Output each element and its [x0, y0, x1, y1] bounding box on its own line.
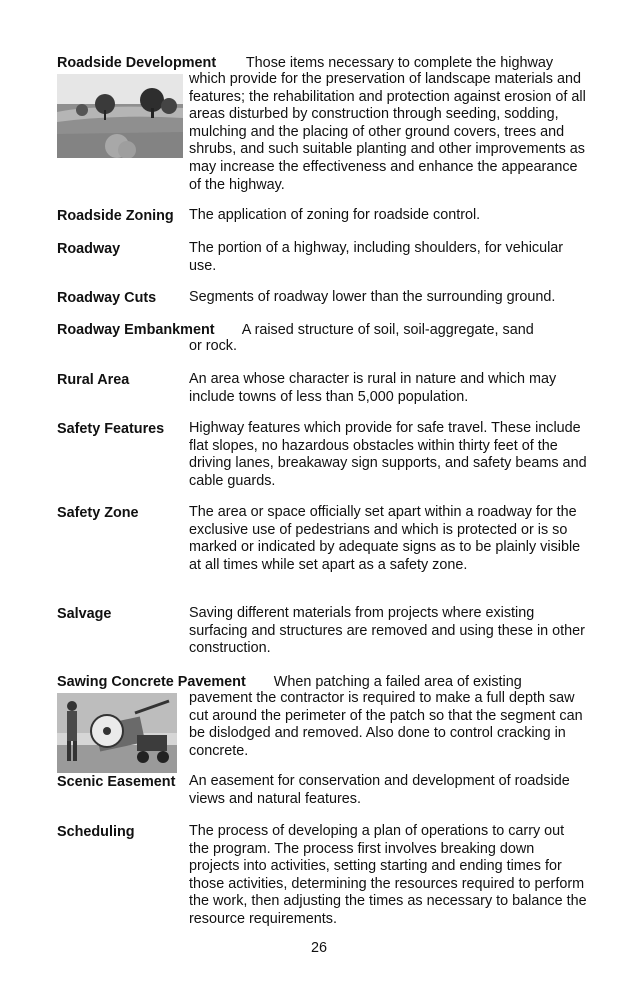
definition: The application of zoning for roadside control. — [189, 207, 481, 223]
term: Scenic Easement — [57, 774, 176, 790]
entry-roadside-development — [57, 54, 587, 193]
entry-roadway-embankment — [57, 321, 587, 354]
definition: pavement the contractor is required to make a full depth saw cut around the perimeter of the patch so that the segment can be dislodged and removed. Also done to control cracking in concrete. — [189, 690, 583, 759]
definition-first-line: When patching a failed area of existing — [273, 674, 522, 690]
definition: Saving different materials from projects where existing surfacing and structures are removed and using these in other construction. — [189, 605, 585, 657]
entry-rural-area — [57, 371, 587, 405]
entry-sawing-concrete-pavement — [57, 673, 587, 759]
entry-roadway-cuts — [57, 289, 587, 307]
page-number: 26 — [310, 940, 327, 956]
definition: Segments of roadway lower than the surrounding ground. — [189, 289, 556, 305]
term: Roadside Development — [57, 55, 217, 71]
definition-first-line: Those items necessary to complete the highway — [245, 55, 554, 71]
definition: or rock. — [189, 338, 237, 354]
entry-roadway — [57, 240, 587, 274]
term: Roadway Embankment — [57, 322, 215, 338]
definition-first-line: A raised structure of soil, soil-aggregate, sand — [241, 322, 534, 338]
term: Roadside Zoning — [57, 208, 174, 224]
term: Salvage — [57, 606, 112, 622]
entry-scenic-easement — [57, 773, 587, 807]
term: Roadway Cuts — [57, 290, 157, 306]
definition: An easement for conservation and development of roadside views and natural features. — [189, 773, 570, 807]
entry-scheduling — [57, 823, 587, 927]
term: Safety Features — [57, 421, 165, 437]
entry-roadside-zoning — [57, 207, 587, 225]
entry-salvage — [57, 605, 587, 657]
term: Roadway — [57, 241, 121, 257]
term: Safety Zone — [57, 505, 139, 521]
term: Rural Area — [57, 372, 130, 388]
entry-safety-zone — [57, 504, 587, 573]
definition: The portion of a highway, including shoulders, for vehicular use. — [189, 240, 564, 274]
definition: An area whose character is rural in nature and which may include towns of less than 5,000 population. — [189, 371, 557, 405]
term: Sawing Concrete Pavement — [57, 674, 246, 690]
term: Scheduling — [57, 824, 135, 840]
entry-safety-features — [57, 420, 587, 489]
definition: The process of developing a plan of operations to carry out the program. The process first involves breaking down projects into activities, setting starting and ending times for those activities, determining the resources required to perform the work, then adjusting the times as necessary to balance the resource requirements. — [189, 823, 587, 927]
landscape-photo — [57, 74, 183, 158]
definition: which provide for the preservation of landscape materials and features; the rehabilitation and protection against erosion of all areas disturbed by construction through seeding, sodding, mulching and the placing of other ground covers, trees and shrubs, and such suitable planting and other improvements as may increase the effectiveness and enhance the appearance of the highway. — [189, 71, 586, 193]
saw-photo — [57, 693, 177, 773]
definition: Highway features which provide for safe travel. These include flat slopes, no hazardous obstacles within thirty feet of the driving lanes, breakaway sign supports, and safety beams and cable guards. — [189, 420, 587, 489]
definition: The area or space officially set apart within a roadway for the exclusive use of pedestrians and which is protected or is so marked or indicated by adequate signs as to be plainly visible at all times while set apart as a safety zone. — [189, 504, 581, 573]
